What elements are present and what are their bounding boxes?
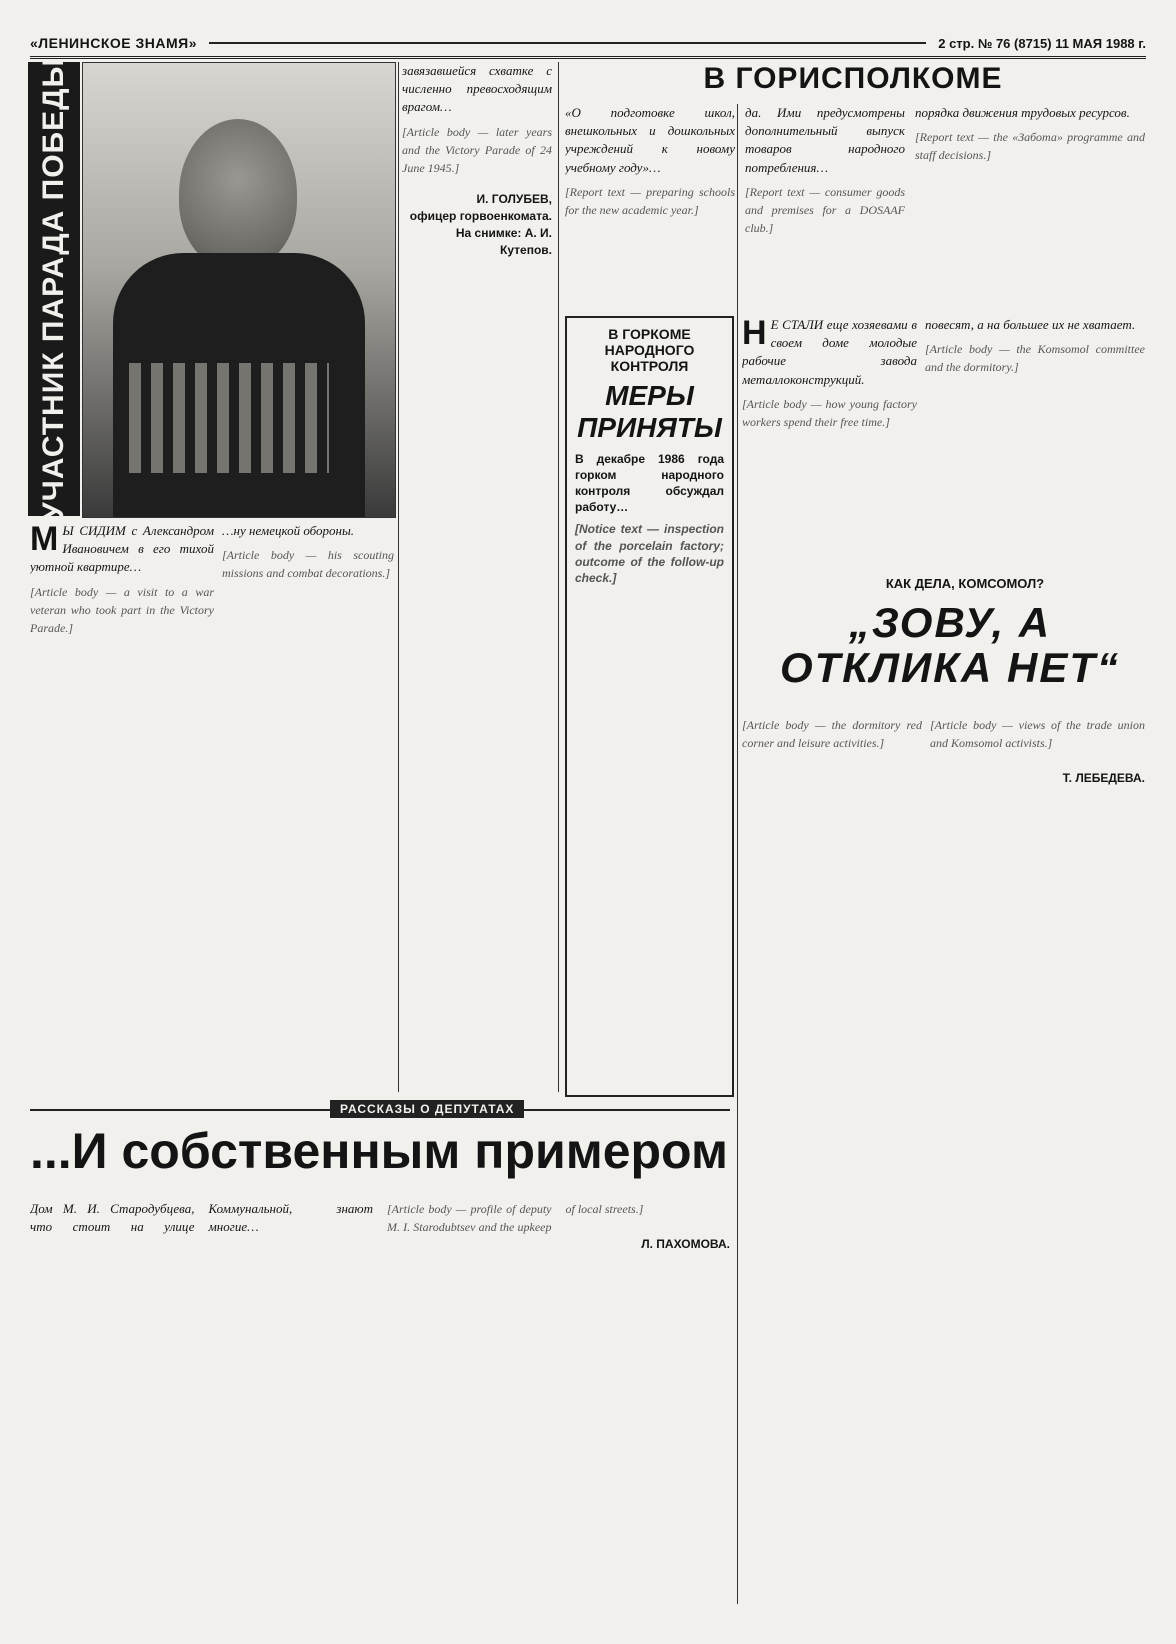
- komsomol-signature: Т. ЛЕБЕДЕВА.: [1062, 771, 1145, 786]
- column-rule-1: [398, 62, 399, 1092]
- komsomol-summary-bottom-right: [Article body — views of the trade union and Komsomol activists.]: [930, 718, 1145, 751]
- komsomol-col-bottom-right: [930, 716, 1145, 1596]
- masthead-issue-line: 2 стр. № 76 (8715) 11 МАЯ 1988 г.: [938, 35, 1146, 51]
- masthead: [30, 30, 1146, 59]
- ispolkom-opening-1: «О подготовке школ, внешкольных и дошкольных учреждений к новому учебному году»…: [565, 105, 735, 175]
- inset-body: [567, 451, 732, 587]
- veteran-summary-left: [Article body — a visit to a war veteran who took part in the Victory Parade.]: [30, 584, 214, 635]
- ispolkom-opening-2: да. Ими предусмотрены дополнительный выпуск товаров народного потребления…: [745, 105, 905, 175]
- veteran-banner: [28, 57, 80, 521]
- photo-medals-shape: [129, 363, 329, 473]
- veteran-dropcap: М: [30, 522, 59, 558]
- column-rule-2: [558, 62, 559, 1092]
- deputy-summary: [Article body — profile of deputy M. I. Starodubtsev and the upkeep of local streets.]: [387, 1202, 644, 1235]
- komsomol-opening-right: повесят, а на большее их не хватает.: [925, 317, 1136, 332]
- komsomol-col-top-right: [925, 316, 1145, 570]
- control-inset: [565, 316, 734, 1097]
- inset-kicker: В ГОРКОМЕ НАРОДНОГО КОНТРОЛЯ: [604, 326, 695, 375]
- column-rule-3: [737, 104, 738, 1604]
- komsomol-dropcap: Н: [742, 316, 767, 352]
- veteran-signature-role: офицер горвоенкомата.: [409, 208, 552, 223]
- masthead-paper-name: «ЛЕНИНСКОЕ ЗНАМЯ»: [30, 35, 198, 51]
- komsomol-opening: Е СТАЛИ еще хозяевами в своем доме молодые рабочие завода металлоконструкций.: [742, 317, 917, 387]
- veteran-photo: [82, 62, 396, 518]
- veteran-signature: И. ГОЛУБЕВ,: [476, 192, 552, 207]
- veteran-col-right: [402, 62, 552, 1092]
- ispolkom-col-2: [745, 104, 905, 309]
- veteran-opening: Ы СИДИМ с Александром Ивановичем в его тихой уютной квартире…: [30, 523, 214, 575]
- rubric-label: РАССКАЗЫ О ДЕПУТАТАХ: [330, 1100, 524, 1118]
- ispolkom-col-1: [565, 104, 735, 309]
- ispolkom-col-3: [915, 104, 1145, 309]
- komsomol-col-top-left: [742, 316, 917, 570]
- deputy-heading: ...И собственным примером: [30, 1123, 728, 1179]
- ispolkom-opening-3: порядка движения трудовых ресурсов.: [915, 105, 1130, 120]
- veteran-banner-text: УЧАСТНИК ПАРАДА ПОБЕДЫ: [37, 57, 70, 521]
- photo-head-shape: [179, 119, 297, 269]
- komsomol-col-bottom-left: [742, 716, 922, 1596]
- veteran-summary-right: [Article body — later years and the Victory Parade of 24 June 1945.]: [402, 124, 552, 175]
- komsomol-summary-top: [Article body — how young factory workers spend their free time.]: [742, 396, 917, 429]
- ispolkom-summary-3: [Report text — the «Забота» programme and staff decisions.]: [915, 130, 1145, 163]
- deputy-article: [30, 1200, 730, 1600]
- ispolkom-heading: В ГОРИСПОЛКОМЕ: [703, 62, 1003, 95]
- komsomol-summary-right: [Article body — the Komsomol committee and the dormitory.]: [925, 342, 1145, 375]
- masthead-rule: [209, 42, 926, 44]
- inset-summary: [Notice text — inspection of the porcelain factory; outcome of the follow-up check.]: [575, 522, 724, 585]
- veteran-summary-mid: [Article body — his scouting missions and combat decorations.]: [222, 548, 394, 581]
- veteran-col-left: [30, 522, 214, 1092]
- inset-title: МЕРЫ ПРИНЯТЫ: [577, 380, 722, 444]
- komsomol-title: „ЗОВУ, А ОТКЛИКА НЕТ“: [779, 599, 1121, 692]
- deputy-rubric: [30, 1100, 730, 1120]
- komsomol-kicker: КАК ДЕЛА, КОМСОМОЛ?: [885, 576, 1045, 591]
- komsomol-summary-bottom: [Article body — the dormitory red corner and leisure activities.]: [742, 718, 922, 751]
- veteran-col-mid: [222, 522, 394, 1092]
- inset-opening: В декабре 1986 года горком народного контроля обсуждал работу…: [575, 451, 724, 515]
- veteran-photo-credit: На снимке: А. И. Кутепов.: [455, 225, 552, 257]
- ispolkom-summary-1: [Report text — preparing schools for the new academic year.]: [565, 184, 735, 217]
- ispolkom-summary-2: [Report text — consumer goods and premises for a DOSAAF club.]: [745, 184, 905, 236]
- deputy-opening: Дом М. И. Стародубцева, что стоит на улице Коммунальной, знают многие…: [30, 1201, 373, 1235]
- deputy-signature: Л. ПАХОМОВА.: [641, 1237, 730, 1252]
- veteran-opening-right: завязавшейся схватке с численно превосходящим врагом…: [402, 63, 552, 115]
- veteran-opening-mid: …ну немецкой обороны.: [222, 523, 355, 538]
